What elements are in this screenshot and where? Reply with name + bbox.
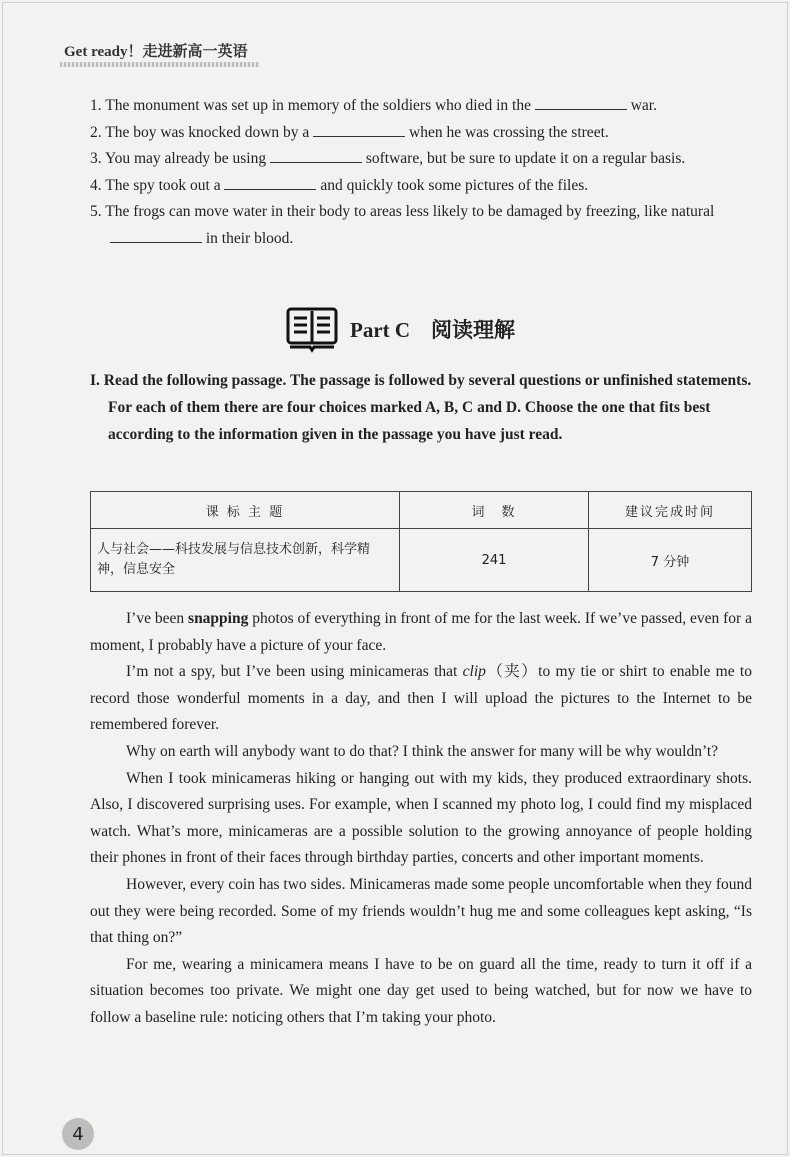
italic-word: clip xyxy=(462,663,486,681)
blank-item-2: 2. The boy was knocked down by a when he was crossing the street. xyxy=(90,123,609,141)
blank-item-5: 5. The frogs can move water in their body to areas less likely to be damaged by freezing, like natural in their blood. xyxy=(90,203,715,247)
page-number: 4 xyxy=(62,1118,94,1150)
answer-blank[interactable] xyxy=(110,228,202,243)
header-rule xyxy=(60,62,260,67)
passage-paragraph-5: However, every coin has two sides. Minicameras made some people uncomfortable when they found out they were being recorded. Some of my friends wouldn’t hug me and some colleagues kept asking, “Is that thing on?” xyxy=(90,875,752,947)
table-header: 建议完成时间 xyxy=(589,492,752,529)
table-header: 课 标 主 题 xyxy=(91,492,400,529)
blank-item-1: 1. The monument was set up in memory of the soldiers who died in the war. xyxy=(90,97,657,114)
fill-in-blank-list xyxy=(90,93,752,253)
table-header-row xyxy=(91,492,752,529)
answer-blank[interactable] xyxy=(270,148,362,163)
book-icon xyxy=(286,305,338,353)
passage-paragraph-4: When I took minicameras hiking or hanging out with my kids, they produced extraordinary shots. Also, I discovered surprising uses. For example, when I scanned my photo log, I could find my misplaced watch. What’s more, minicameras are a possible solution to the growing annoyance of people holding their phones in front of their faces through birthday parties, concerts and other important moments. xyxy=(90,769,752,867)
part-c-heading xyxy=(286,305,515,353)
passage-paragraph-3: Why on earth will anybody want to do that? I think the answer for many will be why wouldn’t? xyxy=(126,742,719,760)
table-header: 词 数 xyxy=(400,492,589,529)
highlighted-word: snapping xyxy=(188,610,249,627)
table-cell-time: 7 分钟 xyxy=(589,529,752,592)
table-cell-topic: 人与社会——科技发展与信息技术创新，科学精神，信息安全 xyxy=(91,529,400,592)
answer-blank[interactable] xyxy=(313,122,405,137)
table-row xyxy=(91,529,752,592)
passage-paragraph-1: I’ve been snapping photos of everything in front of me for the last week. If we’ve passed, even for a moment, I probably have a picture of your face. xyxy=(90,610,753,654)
passage-paragraph-6: For me, wearing a minicamera means I have to be on guard all the time, ready to turn it off if a situation becomes too private. We might one day get used to being watched, but for now we have to follow a baseline rule: noticing others that I’m taking your photo. xyxy=(90,955,752,1026)
table-cell-word-count: 241 xyxy=(400,529,589,592)
answer-blank[interactable] xyxy=(224,175,316,190)
passage-paragraph-2: I’m not a spy, but I’ve been using minicameras that clip（夹）to my tie or shirt to enable me to record those wonderful moments in a day, and then I will upload the pictures to the Internet to be remembered forever. xyxy=(90,663,752,734)
reading-passage xyxy=(90,606,752,1032)
running-header: Get ready！走进新高一英语 xyxy=(64,44,248,60)
part-title: Part C 阅读理解 xyxy=(350,318,516,342)
answer-blank[interactable] xyxy=(535,95,627,110)
blank-item-4: 4. The spy took out a and quickly took some pictures of the files. xyxy=(90,176,589,194)
topic-info-table xyxy=(90,491,752,592)
reading-instructions: I. Read the following passage. The passage is followed by several questions or unfinished statements. For each of them there are four choices marked A, B, C and D. Choose the one that fits best according to the information given in the passage you have just read. xyxy=(90,372,752,443)
blank-item-3: 3. You may already be using software, but be sure to update it on a regular basis. xyxy=(90,150,686,168)
